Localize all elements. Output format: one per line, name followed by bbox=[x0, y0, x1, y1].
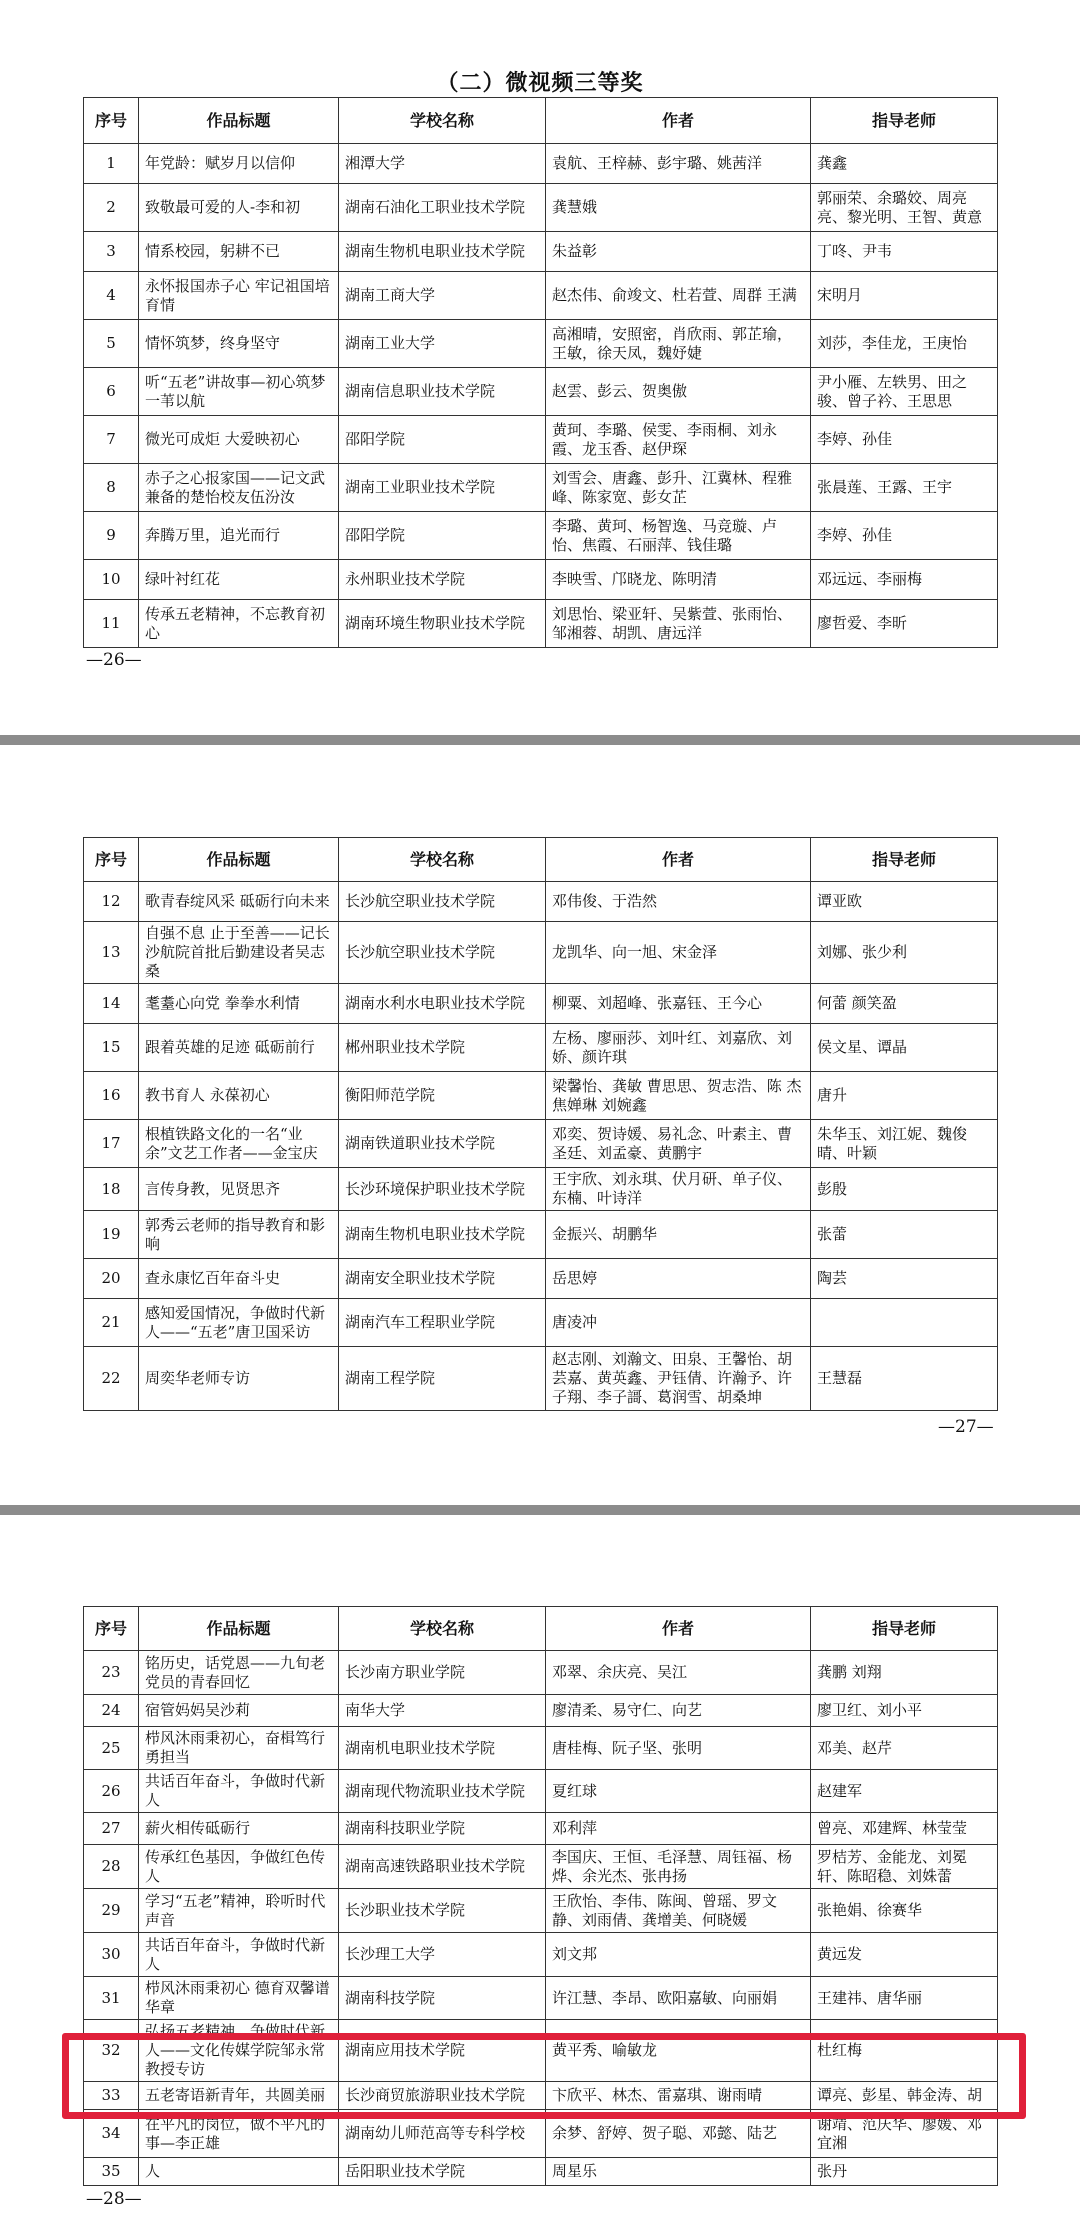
header-idx: 序号 bbox=[84, 838, 139, 882]
cell-advisors: 张晨莲、王露、王宇 bbox=[811, 464, 998, 512]
cell-school: 衡阳师范学院 bbox=[339, 1072, 546, 1120]
cell-authors: 卞欣平、林杰、雷嘉琪、谢雨晴 bbox=[546, 2082, 811, 2110]
header-idx: 序号 bbox=[84, 1607, 139, 1651]
page-number: —26— bbox=[86, 650, 142, 670]
page-26 bbox=[0, 0, 1080, 735]
cell-title: 赤子之心报家国——记文武兼备的楚怡校友伍汾汝 bbox=[139, 464, 339, 512]
cell-authors: 邓利萍 bbox=[546, 1813, 811, 1845]
table-row bbox=[84, 416, 998, 464]
cell-idx: 10 bbox=[84, 560, 139, 600]
cell-school: 湘潭大学 bbox=[339, 144, 546, 184]
cell-advisors: 李婷、孙佳 bbox=[811, 512, 998, 560]
cell-idx: 12 bbox=[84, 882, 139, 922]
table-row bbox=[84, 560, 998, 600]
cell-advisors: 邓美、赵芹 bbox=[811, 1727, 998, 1770]
cell-authors: 黄珂、李璐、侯雯、李雨桐、刘永霞、龙玉香、赵伊琛 bbox=[546, 416, 811, 464]
cell-idx: 9 bbox=[84, 512, 139, 560]
cell-advisors: 杜红梅 bbox=[811, 2020, 998, 2082]
cell-idx: 24 bbox=[84, 1695, 139, 1727]
cell-advisors: 张艳娟、徐赛华 bbox=[811, 1889, 998, 1933]
awards-table-page3 bbox=[83, 1606, 998, 2186]
cell-title: 共话百年奋斗，争做时代新人 bbox=[139, 1933, 339, 1977]
cell-advisors: 彭殷 bbox=[811, 1168, 998, 1211]
cell-idx: 19 bbox=[84, 1211, 139, 1259]
cell-school: 长沙航空职业技术学院 bbox=[339, 922, 546, 984]
cell-authors: 黄平秀、喻敏龙 bbox=[546, 2020, 811, 2082]
page-27 bbox=[0, 745, 1080, 1505]
table-body bbox=[84, 144, 998, 648]
cell-school: 邵阳学院 bbox=[339, 416, 546, 464]
cell-advisors: 谭亮、彭星、韩金涛、胡 bbox=[811, 2082, 998, 2110]
cell-title: 根植铁路文化的一名“业余”文艺工作者——金宝庆 bbox=[139, 1120, 339, 1168]
cell-school: 湖南机电职业技术学院 bbox=[339, 1727, 546, 1770]
cell-school: 郴州职业技术学院 bbox=[339, 1024, 546, 1072]
cell-school: 湖南安全职业技术学院 bbox=[339, 1259, 546, 1299]
header-idx: 序号 bbox=[84, 98, 139, 144]
cell-idx: 6 bbox=[84, 368, 139, 416]
cell-school: 长沙环境保护职业技术学院 bbox=[339, 1168, 546, 1211]
cell-idx: 33 bbox=[84, 2082, 139, 2110]
section-title: （二）微视频三等奖 bbox=[436, 70, 644, 96]
header-school: 学校名称 bbox=[339, 1607, 546, 1651]
header-school: 学校名称 bbox=[339, 838, 546, 882]
cell-idx: 28 bbox=[84, 1845, 139, 1889]
cell-authors: 王欣怡、李伟、陈闽、曾瑶、罗文静、刘雨倩、龚增美、何晓媛 bbox=[546, 1889, 811, 1933]
table-row bbox=[84, 882, 998, 922]
cell-advisors: 何蕾 颜笑盈 bbox=[811, 984, 998, 1024]
cell-title: 共话百年奋斗，争做时代新人 bbox=[139, 1770, 339, 1813]
table-row bbox=[84, 1120, 998, 1168]
cell-advisors bbox=[811, 1299, 998, 1347]
cell-school: 岳阳职业技术学院 bbox=[339, 2158, 546, 2186]
table-row bbox=[84, 1889, 998, 1933]
cell-authors: 刘思怡、梁亚轩、吴紫萱、张雨怡、邹湘蓉、胡凯、唐远洋 bbox=[546, 600, 811, 648]
cell-idx: 34 bbox=[84, 2110, 139, 2158]
table-row bbox=[84, 464, 998, 512]
header-title: 作品标题 bbox=[139, 838, 339, 882]
page-separator bbox=[0, 1505, 1080, 1515]
table-row bbox=[84, 1813, 998, 1845]
cell-title: 薪火相传砥砺行 bbox=[139, 1813, 339, 1845]
cell-idx: 31 bbox=[84, 1977, 139, 2020]
cell-title: 查永康忆百年奋斗史 bbox=[139, 1259, 339, 1299]
header-school: 学校名称 bbox=[339, 98, 546, 144]
cell-title: 情怀筑梦，终身坚守 bbox=[139, 320, 339, 368]
cell-advisors: 龚鹏 刘翔 bbox=[811, 1651, 998, 1695]
table-header bbox=[84, 98, 998, 144]
table-row bbox=[84, 272, 998, 320]
table-header bbox=[84, 838, 998, 882]
table-body bbox=[84, 882, 998, 1411]
cell-authors: 刘雪会、唐鑫、彭升、江冀林、程雅峰、陈家宽、彭女芷 bbox=[546, 464, 811, 512]
cell-authors: 邓伟俊、于浩然 bbox=[546, 882, 811, 922]
table-row bbox=[84, 1347, 998, 1411]
cell-authors: 李国庆、王恒、毛泽慧、周钰福、杨烨、余光杰、张冉扬 bbox=[546, 1845, 811, 1889]
cell-authors: 邓翠、余庆亮、吴江 bbox=[546, 1651, 811, 1695]
cell-advisors: 谭亚欧 bbox=[811, 882, 998, 922]
cell-advisors: 谢靖、范庆华、廖媛、邓宜湘 bbox=[811, 2110, 998, 2158]
cell-advisors: 丁咚、尹韦 bbox=[811, 232, 998, 272]
cell-school: 湖南科技职业学院 bbox=[339, 1813, 546, 1845]
cell-idx: 8 bbox=[84, 464, 139, 512]
cell-authors: 李映雪、邝晓龙、陈明清 bbox=[546, 560, 811, 600]
cell-idx: 17 bbox=[84, 1120, 139, 1168]
cell-idx: 26 bbox=[84, 1770, 139, 1813]
cell-school: 长沙航空职业技术学院 bbox=[339, 882, 546, 922]
cell-school: 长沙理工大学 bbox=[339, 1933, 546, 1977]
cell-advisors: 唐升 bbox=[811, 1072, 998, 1120]
cell-title: 感知爱国情况，争做时代新人——“五老”唐卫国采访 bbox=[139, 1299, 339, 1347]
cell-advisors: 黄远发 bbox=[811, 1933, 998, 1977]
cell-authors: 赵雲、彭云、贺奥傲 bbox=[546, 368, 811, 416]
cell-advisors: 张丹 bbox=[811, 2158, 998, 2186]
cell-title: 栉风沐雨秉初心 德育双馨谱华章 bbox=[139, 1977, 339, 2020]
cell-title: 歌青春绽风采 砥砺行向未来 bbox=[139, 882, 339, 922]
awards-table-page2 bbox=[83, 837, 998, 1411]
cell-school: 湖南生物机电职业技术学院 bbox=[339, 232, 546, 272]
header-advisors: 指导老师 bbox=[811, 98, 998, 144]
cell-advisors: 王建祎、唐华丽 bbox=[811, 1977, 998, 2020]
cell-school: 邵阳学院 bbox=[339, 512, 546, 560]
table-row bbox=[84, 1933, 998, 1977]
cell-title: 永怀报国赤子心 牢记祖国培育情 bbox=[139, 272, 339, 320]
page-28 bbox=[0, 1515, 1080, 2239]
cell-authors: 高湘晴，安照密，肖欣雨、郭芷瑜，王敏，徐天凤，魏妤婕 bbox=[546, 320, 811, 368]
cell-school: 湖南现代物流职业技术学院 bbox=[339, 1770, 546, 1813]
cell-authors: 唐桂梅、阮子坚、张明 bbox=[546, 1727, 811, 1770]
table-header bbox=[84, 1607, 998, 1651]
cell-authors: 周星乐 bbox=[546, 2158, 811, 2186]
header-authors: 作者 bbox=[546, 98, 811, 144]
cell-advisors: 邓远远、李丽梅 bbox=[811, 560, 998, 600]
cell-title: 自强不息 止于至善——记长沙航院首批后勤建设者吴志桑 bbox=[139, 922, 339, 984]
cell-authors: 朱益彰 bbox=[546, 232, 811, 272]
cell-school: 长沙职业技术学院 bbox=[339, 1889, 546, 1933]
cell-title: 弘扬五老精神，争做时代新人——文化传媒学院邹永常教授专访 bbox=[139, 2020, 339, 2082]
cell-idx: 29 bbox=[84, 1889, 139, 1933]
cell-idx: 35 bbox=[84, 2158, 139, 2186]
table-row bbox=[84, 1072, 998, 1120]
cell-title: 郭秀云老师的指导教育和影响 bbox=[139, 1211, 339, 1259]
table-row bbox=[84, 1651, 998, 1695]
cell-school: 湖南工程学院 bbox=[339, 1347, 546, 1411]
cell-school: 长沙南方职业学院 bbox=[339, 1651, 546, 1695]
cell-authors: 刘文邦 bbox=[546, 1933, 811, 1977]
cell-idx: 23 bbox=[84, 1651, 139, 1695]
table-row bbox=[84, 1024, 998, 1072]
cell-authors: 柳粟、刘超峰、张嘉钰、王今心 bbox=[546, 984, 811, 1024]
cell-idx: 13 bbox=[84, 922, 139, 984]
cell-authors: 左杨、廖丽莎、刘叶红、刘嘉欣、刘娇、颜许琪 bbox=[546, 1024, 811, 1072]
cell-authors: 金振兴、胡鹏华 bbox=[546, 1211, 811, 1259]
header-authors: 作者 bbox=[546, 1607, 811, 1651]
cell-authors: 袁航、王梓赫、彭宇璐、姚茜洋 bbox=[546, 144, 811, 184]
table-row bbox=[84, 1727, 998, 1770]
cell-title: 周奕华老师专访 bbox=[139, 1347, 339, 1411]
table-body bbox=[84, 1651, 998, 2186]
cell-idx: 20 bbox=[84, 1259, 139, 1299]
cell-title: 言传身教，见贤思齐 bbox=[139, 1168, 339, 1211]
cell-advisors: 罗桔芳、金能龙、刘冕轩、陈昭稳、刘姝蕾 bbox=[811, 1845, 998, 1889]
cell-idx: 25 bbox=[84, 1727, 139, 1770]
cell-idx: 21 bbox=[84, 1299, 139, 1347]
cell-authors: 龚慧娥 bbox=[546, 184, 811, 232]
cell-school: 长沙商贸旅游职业技术学院 bbox=[339, 2082, 546, 2110]
page-number: —27— bbox=[938, 1417, 994, 1437]
cell-title: 年党龄：赋岁月以信仰 bbox=[139, 144, 339, 184]
cell-idx: 30 bbox=[84, 1933, 139, 1977]
cell-title: 致敬最可爱的人-李和初 bbox=[139, 184, 339, 232]
cell-school: 南华大学 bbox=[339, 1695, 546, 1727]
cell-idx: 15 bbox=[84, 1024, 139, 1072]
table-row bbox=[84, 2158, 998, 2186]
cell-advisors: 赵建军 bbox=[811, 1770, 998, 1813]
table-row bbox=[84, 320, 998, 368]
table-row bbox=[84, 1259, 998, 1299]
cell-school: 永州职业技术学院 bbox=[339, 560, 546, 600]
table-row bbox=[84, 2082, 998, 2110]
cell-idx: 16 bbox=[84, 1072, 139, 1120]
table-row bbox=[84, 512, 998, 560]
cell-advisors: 刘娜、张少利 bbox=[811, 922, 998, 984]
table-row bbox=[84, 232, 998, 272]
cell-school: 湖南幼儿师范高等专科学校 bbox=[339, 2110, 546, 2158]
cell-authors: 赵杰伟、俞竣文、杜若萱、周群 王满 bbox=[546, 272, 811, 320]
table-row bbox=[84, 600, 998, 648]
table-row bbox=[84, 1770, 998, 1813]
cell-authors: 李璐、黄珂、杨智逸、马竞璇、卢怡、焦霞、石丽萍、钱佳璐 bbox=[546, 512, 811, 560]
cell-advisors: 龚鑫 bbox=[811, 144, 998, 184]
cell-school: 湖南水利水电职业技术学院 bbox=[339, 984, 546, 1024]
cell-advisors: 尹小雁、左轶男、田之骏、曾子衿、王思思 bbox=[811, 368, 998, 416]
cell-school: 湖南石油化工职业技术学院 bbox=[339, 184, 546, 232]
page-separator bbox=[0, 735, 1080, 745]
table-row bbox=[84, 1299, 998, 1347]
table-row bbox=[84, 1168, 998, 1211]
header-advisors: 指导老师 bbox=[811, 1607, 998, 1651]
awards-table-page1 bbox=[83, 97, 998, 648]
cell-school: 湖南环境生物职业技术学院 bbox=[339, 600, 546, 648]
cell-title: 在平凡的岗位，做不平凡的事—李正雄 bbox=[139, 2110, 339, 2158]
cell-advisors: 李婷、孙佳 bbox=[811, 416, 998, 464]
cell-advisors: 朱华玉、刘江妮、魏俊晴、叶颖 bbox=[811, 1120, 998, 1168]
table-row bbox=[84, 368, 998, 416]
table-row bbox=[84, 1211, 998, 1259]
cell-authors: 岳思婷 bbox=[546, 1259, 811, 1299]
table-row bbox=[84, 1845, 998, 1889]
cell-school: 湖南生物机电职业技术学院 bbox=[339, 1211, 546, 1259]
cell-school: 湖南铁道职业技术学院 bbox=[339, 1120, 546, 1168]
cell-title: 栉风沐雨秉初心，奋楫笃行勇担当 bbox=[139, 1727, 339, 1770]
cell-advisors: 廖卫红、刘小平 bbox=[811, 1695, 998, 1727]
cell-advisors: 陶芸 bbox=[811, 1259, 998, 1299]
cell-advisors: 廖哲爱、李昕 bbox=[811, 600, 998, 648]
cell-advisors: 宋明月 bbox=[811, 272, 998, 320]
cell-authors: 廖清柔、易守仁、向艺 bbox=[546, 1695, 811, 1727]
cell-authors: 夏红球 bbox=[546, 1770, 811, 1813]
cell-idx: 5 bbox=[84, 320, 139, 368]
cell-authors: 许江慧、李昂、欧阳嘉敏、向丽娟 bbox=[546, 1977, 811, 2020]
header-advisors: 指导老师 bbox=[811, 838, 998, 882]
cell-idx: 11 bbox=[84, 600, 139, 648]
cell-idx: 4 bbox=[84, 272, 139, 320]
cell-school: 湖南应用技术学院 bbox=[339, 2020, 546, 2082]
cell-title: 奔腾万里，追光而行 bbox=[139, 512, 339, 560]
table-row bbox=[84, 984, 998, 1024]
cell-title: 五老寄语新青年，共圆美丽 bbox=[139, 2082, 339, 2110]
page-number: —28— bbox=[86, 2189, 142, 2209]
cell-school: 湖南科技学院 bbox=[339, 1977, 546, 2020]
cell-idx: 2 bbox=[84, 184, 139, 232]
cell-idx: 32 bbox=[84, 2020, 139, 2082]
cell-idx: 1 bbox=[84, 144, 139, 184]
table-row bbox=[84, 144, 998, 184]
cell-title: 传承红色基因，争做红色传人 bbox=[139, 1845, 339, 1889]
cell-idx: 3 bbox=[84, 232, 139, 272]
cell-title: 学习“五老”精神，聆听时代声音 bbox=[139, 1889, 339, 1933]
cell-title: 跟着英雄的足迹 砥砺前行 bbox=[139, 1024, 339, 1072]
cell-advisors: 侯文星、谭晶 bbox=[811, 1024, 998, 1072]
table-row bbox=[84, 1977, 998, 2020]
cell-advisors: 王慧磊 bbox=[811, 1347, 998, 1411]
cell-title: 情系校园，躬耕不已 bbox=[139, 232, 339, 272]
cell-title: 教书育人 永葆初心 bbox=[139, 1072, 339, 1120]
cell-idx: 27 bbox=[84, 1813, 139, 1845]
table-row bbox=[84, 922, 998, 984]
cell-authors: 王宇欣、刘永琪、伏月研、单子仪、东楠、叶诗洋 bbox=[546, 1168, 811, 1211]
cell-advisors: 郭丽荣、余璐姣、周亮亮、黎光明、王智、黄意 bbox=[811, 184, 998, 232]
cell-advisors: 曾亮、邓建辉、林莹莹 bbox=[811, 1813, 998, 1845]
cell-title: 耄耋心向党 拳拳水利情 bbox=[139, 984, 339, 1024]
header-title: 作品标题 bbox=[139, 1607, 339, 1651]
cell-title: 微光可成炬 大爱映初心 bbox=[139, 416, 339, 464]
cell-school: 湖南工业大学 bbox=[339, 320, 546, 368]
cell-idx: 18 bbox=[84, 1168, 139, 1211]
cell-idx: 22 bbox=[84, 1347, 139, 1411]
cell-authors: 邓奕、贺诗媛、易礼念、叶素主、曹圣廷、刘孟豪、黄鹏宇 bbox=[546, 1120, 811, 1168]
cell-authors: 龙凯华、向一旭、宋金泽 bbox=[546, 922, 811, 984]
cell-authors: 唐凌冲 bbox=[546, 1299, 811, 1347]
table-row bbox=[84, 2110, 998, 2158]
cell-school: 湖南信息职业技术学院 bbox=[339, 368, 546, 416]
cell-advisors: 张蕾 bbox=[811, 1211, 998, 1259]
cell-title: 人 bbox=[139, 2158, 339, 2186]
cell-school: 湖南汽车工程职业学院 bbox=[339, 1299, 546, 1347]
cell-authors: 余梦、舒婷、贺子聪、邓懿、陆艺 bbox=[546, 2110, 811, 2158]
cell-authors: 赵志刚、刘瀚文、田泉、王馨怡、胡芸嘉、黄英鑫、尹钰倩、许瀚予、许子翔、李子謌、葛润雪、胡桑坤 bbox=[546, 1347, 811, 1411]
cell-idx: 14 bbox=[84, 984, 139, 1024]
cell-title: 铭历史，话党恩——九旬老党员的青春回忆 bbox=[139, 1651, 339, 1695]
cell-title: 听“五老”讲故事—初心筑梦一苇以航 bbox=[139, 368, 339, 416]
header-authors: 作者 bbox=[546, 838, 811, 882]
cell-school: 湖南工业职业技术学院 bbox=[339, 464, 546, 512]
cell-title: 传承五老精神，不忘教育初心 bbox=[139, 600, 339, 648]
table-row bbox=[84, 1695, 998, 1727]
cell-idx: 7 bbox=[84, 416, 139, 464]
table-row bbox=[84, 184, 998, 232]
cell-title: 宿管妈妈吴沙莉 bbox=[139, 1695, 339, 1727]
table-row bbox=[84, 2020, 998, 2082]
cell-school: 湖南工商大学 bbox=[339, 272, 546, 320]
header-title: 作品标题 bbox=[139, 98, 339, 144]
cell-school: 湖南高速铁路职业技术学院 bbox=[339, 1845, 546, 1889]
cell-authors: 梁馨怡、龚敏 曹思思、贺志浩、陈 杰 焦婵琳 刘婉鑫 bbox=[546, 1072, 811, 1120]
cell-title: 绿叶衬红花 bbox=[139, 560, 339, 600]
cell-advisors: 刘莎，李佳龙，王庚怡 bbox=[811, 320, 998, 368]
